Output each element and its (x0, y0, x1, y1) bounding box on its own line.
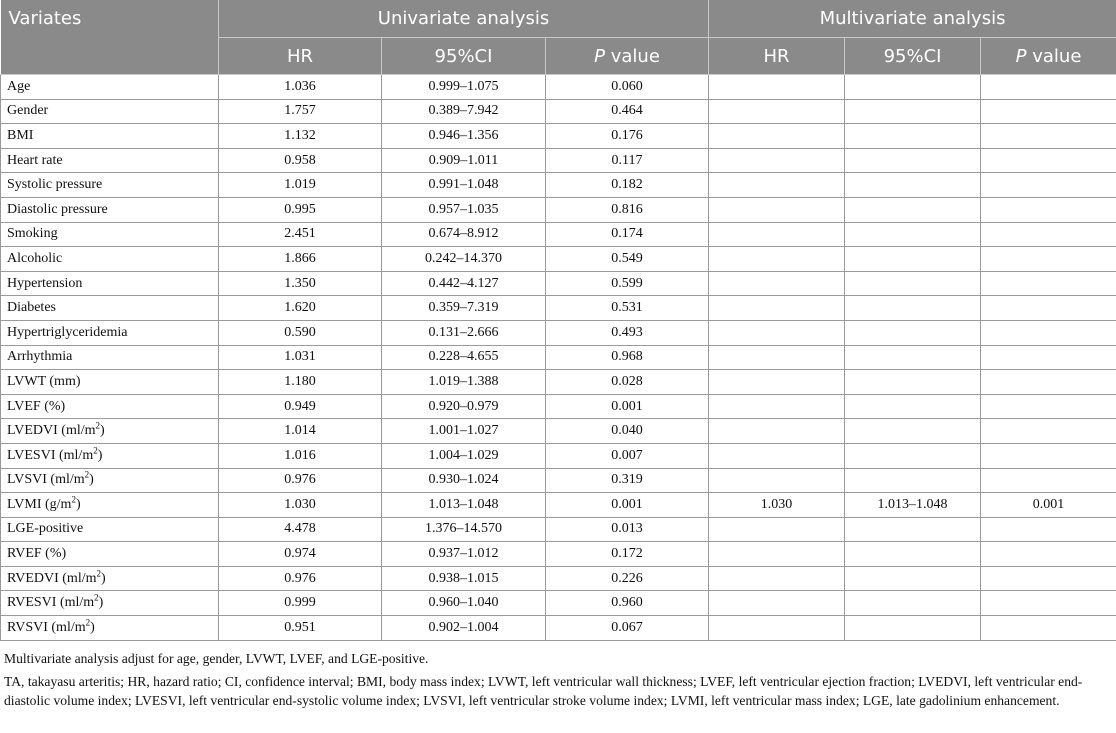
multi-ci-cell (845, 542, 981, 567)
multi-hr-cell (709, 443, 845, 468)
table-row (1, 99, 1116, 124)
table-row (1, 591, 1116, 616)
multi-ci-cell (845, 296, 981, 321)
uni-hr-cell: 0.999 (219, 591, 382, 616)
variate-label (1, 419, 219, 444)
uni-p-cell: 0.040 (546, 419, 709, 444)
uni-hr-cell: 0.951 (219, 616, 382, 641)
variate-label (1, 443, 219, 468)
multi-p-cell (981, 616, 1116, 641)
multi-hr-cell: 1.030 (709, 493, 845, 518)
table-body (1, 75, 1116, 641)
multi-hr-cell (709, 566, 845, 591)
p-value-label: value (605, 45, 660, 67)
unit-superscript: 2 (71, 494, 76, 505)
univariate-header: Univariate analysis (219, 0, 709, 38)
multi-p-cell (981, 197, 1116, 222)
variate-text: LGE-positive (7, 521, 84, 537)
uni-p-cell: 0.001 (546, 394, 709, 419)
uni-ci-cell: 0.991–1.048 (382, 173, 546, 198)
variate-text: Diabetes (7, 300, 56, 316)
footnotes (0, 641, 1116, 710)
multi-p-cell (981, 517, 1116, 542)
multi-p-cell (981, 419, 1116, 444)
unit-suffix: ) (75, 496, 81, 512)
uni-hr-header: HR (219, 38, 382, 75)
variate-label (1, 370, 219, 395)
multi-p-cell: 0.001 (981, 493, 1116, 518)
multi-ci-cell (845, 443, 981, 468)
table-row (1, 517, 1116, 542)
uni-p-cell: 0.117 (546, 148, 709, 173)
uni-ci-cell: 0.909–1.011 (382, 148, 546, 173)
uni-p-cell: 0.060 (546, 75, 709, 100)
uni-hr-cell: 0.590 (219, 320, 382, 345)
uni-ci-cell: 0.999–1.075 (382, 75, 546, 100)
multi-hr-cell (709, 517, 845, 542)
uni-ci-header: 95%CI (382, 38, 546, 75)
multi-p-cell (981, 591, 1116, 616)
multi-p-cell (981, 443, 1116, 468)
multi-ci-cell (845, 75, 981, 100)
multi-ci-cell (845, 320, 981, 345)
uni-hr-cell: 4.478 (219, 517, 382, 542)
multi-ci-cell (845, 591, 981, 616)
multi-hr-cell (709, 247, 845, 272)
variate-text: RVSVI (ml/m (7, 619, 86, 635)
table-row (1, 296, 1116, 321)
variate-label (1, 493, 219, 518)
multi-p-cell (981, 247, 1116, 272)
table-row (1, 75, 1116, 100)
table-row (1, 124, 1116, 149)
multi-hr-cell (709, 296, 845, 321)
uni-p-cell: 0.174 (546, 222, 709, 247)
uni-hr-cell: 0.958 (219, 148, 382, 173)
multi-p-cell (981, 271, 1116, 296)
multi-ci-cell (845, 566, 981, 591)
unit-superscript: 2 (85, 617, 91, 628)
multi-hr-cell (709, 173, 845, 198)
table-row (1, 222, 1116, 247)
uni-p-cell: 0.067 (546, 616, 709, 641)
multi-p-cell (981, 566, 1116, 591)
variate-text: LVEF (%) (7, 398, 66, 414)
table-row (1, 370, 1116, 395)
variate-label (1, 320, 219, 345)
uni-p-cell: 0.464 (546, 99, 709, 124)
variate-text: RVEF (%) (7, 546, 67, 562)
multivariate-header: Multivariate analysis (709, 0, 1116, 38)
variate-label (1, 542, 219, 567)
variate-label (1, 566, 219, 591)
multi-p-cell (981, 468, 1116, 493)
multi-p-cell (981, 124, 1116, 149)
uni-p-cell: 0.176 (546, 124, 709, 149)
uni-ci-cell: 0.937–1.012 (382, 542, 546, 567)
variate-text: Heart rate (7, 152, 63, 168)
variate-label (1, 591, 219, 616)
multi-hr-cell (709, 468, 845, 493)
table-row (1, 616, 1116, 641)
uni-ci-cell: 0.930–1.024 (382, 468, 546, 493)
multi-p-cell (981, 222, 1116, 247)
table-row (1, 148, 1116, 173)
footnote-1: Multivariate analysis adjust for age, gender, LVWT, LVEF, and LGE-positive. (4, 650, 429, 666)
uni-ci-cell: 0.938–1.015 (382, 566, 546, 591)
unit-suffix: ) (97, 447, 103, 463)
uni-hr-cell: 1.757 (219, 99, 382, 124)
uni-ci-cell: 0.131–2.666 (382, 320, 546, 345)
uni-hr-cell: 1.031 (219, 345, 382, 370)
variate-text: Age (7, 78, 31, 94)
variate-text: Smoking (7, 226, 58, 242)
variate-text: BMI (7, 127, 34, 143)
multi-hr-cell (709, 148, 845, 173)
uni-ci-cell: 0.902–1.004 (382, 616, 546, 641)
multi-ci-cell (845, 197, 981, 222)
multi-p-cell (981, 173, 1116, 198)
multi-ci-cell (845, 247, 981, 272)
uni-p-header (546, 38, 709, 75)
multi-hr-cell (709, 197, 845, 222)
uni-hr-cell: 1.030 (219, 493, 382, 518)
variate-label (1, 271, 219, 296)
multi-ci-cell (845, 370, 981, 395)
multi-hr-cell (709, 542, 845, 567)
uni-ci-cell: 0.442–4.127 (382, 271, 546, 296)
multi-ci-cell (845, 394, 981, 419)
uni-hr-cell: 0.949 (219, 394, 382, 419)
variate-label (1, 345, 219, 370)
p-value-label: value (1026, 45, 1082, 67)
uni-p-cell: 0.007 (546, 443, 709, 468)
variate-text: LVMI (g/m (7, 496, 72, 512)
uni-ci-cell: 0.946–1.356 (382, 124, 546, 149)
unit-suffix: ) (90, 619, 95, 635)
variate-label (1, 75, 219, 100)
table-row (1, 247, 1116, 272)
table-row (1, 197, 1116, 222)
variate-text: LVSVI (ml/m (7, 472, 85, 488)
variate-text: Hypertension (7, 275, 83, 291)
uni-hr-cell: 1.132 (219, 124, 382, 149)
multi-p-cell (981, 542, 1116, 567)
multi-ci-cell (845, 173, 981, 198)
table-row (1, 493, 1116, 518)
unit-superscript: 2 (93, 445, 98, 456)
multi-ci-cell: 1.013–1.048 (845, 493, 981, 518)
multi-ci-cell (845, 345, 981, 370)
uni-p-cell: 0.968 (546, 345, 709, 370)
uni-p-cell: 0.028 (546, 370, 709, 395)
uni-hr-cell: 1.866 (219, 247, 382, 272)
multi-hr-cell (709, 616, 845, 641)
multi-p-cell (981, 320, 1116, 345)
uni-hr-cell: 1.014 (219, 419, 382, 444)
uni-ci-cell: 0.228–4.655 (382, 345, 546, 370)
multi-hr-cell (709, 345, 845, 370)
multi-p-header (981, 38, 1116, 75)
table-row (1, 419, 1116, 444)
uni-ci-cell: 0.960–1.040 (382, 591, 546, 616)
variate-label (1, 222, 219, 247)
table-row (1, 173, 1116, 198)
variate-label (1, 173, 219, 198)
multi-ci-header: 95%CI (845, 38, 981, 75)
multi-ci-cell (845, 124, 981, 149)
uni-ci-cell: 1.013–1.048 (382, 493, 546, 518)
multi-p-cell (981, 370, 1116, 395)
uni-ci-cell: 0.674–8.912 (382, 222, 546, 247)
multi-hr-cell (709, 370, 845, 395)
uni-p-cell: 0.549 (546, 247, 709, 272)
table-row (1, 345, 1116, 370)
multi-p-cell (981, 148, 1116, 173)
uni-ci-cell: 1.004–1.029 (382, 443, 546, 468)
multi-ci-cell (845, 99, 981, 124)
uni-hr-cell: 0.995 (219, 197, 382, 222)
variate-text: Systolic pressure (7, 177, 103, 193)
uni-p-cell: 0.226 (546, 566, 709, 591)
uni-p-cell: 0.172 (546, 542, 709, 567)
unit-suffix: ) (98, 595, 104, 611)
uni-hr-cell: 0.976 (219, 468, 382, 493)
variate-text: RVEDVI (ml/m (7, 570, 97, 586)
multi-hr-cell (709, 320, 845, 345)
table-row (1, 542, 1116, 567)
multi-hr-cell (709, 591, 845, 616)
unit-superscript: 2 (84, 469, 90, 480)
multi-hr-cell (709, 271, 845, 296)
uni-p-cell: 0.319 (546, 468, 709, 493)
header-row-group (1, 0, 1116, 38)
variate-text: Alcoholic (7, 250, 63, 266)
variate-label (1, 517, 219, 542)
uni-p-cell: 0.013 (546, 517, 709, 542)
unit-suffix: ) (100, 570, 106, 586)
variate-text: Gender (7, 103, 49, 119)
uni-hr-cell: 0.976 (219, 566, 382, 591)
uni-hr-cell: 1.180 (219, 370, 382, 395)
multi-hr-cell (709, 124, 845, 149)
variate-label (1, 197, 219, 222)
uni-p-cell: 0.182 (546, 173, 709, 198)
p-italic: P (594, 45, 605, 67)
multi-p-cell (981, 75, 1116, 100)
uni-ci-cell: 1.001–1.027 (382, 419, 546, 444)
variate-text: Diastolic pressure (7, 201, 108, 217)
unit-superscript: 2 (94, 592, 99, 603)
variate-label (1, 124, 219, 149)
unit-suffix: ) (100, 423, 105, 439)
unit-superscript: 2 (96, 568, 101, 579)
uni-p-cell: 0.493 (546, 320, 709, 345)
footnote-2: TA, takayasu arteritis; HR, hazard ratio; CI, confidence interval; BMI, body mass index; LVWT, left ventricular wall thickness; LVEF, left ventricular ejection fraction; LVEDVI, left ventricular end-diastolic volume index; LVESVI, left ventricular end-systolic volume index; LVSVI, left ventricular stroke volume index; LVMI, left ventricular mass index; LGE, late gadolinium enhancement. (4, 673, 1083, 708)
multi-ci-cell (845, 468, 981, 493)
uni-ci-cell: 1.376–14.570 (382, 517, 546, 542)
uni-hr-cell: 1.620 (219, 296, 382, 321)
uni-p-cell: 0.816 (546, 197, 709, 222)
table-row (1, 566, 1116, 591)
uni-ci-cell: 0.389–7.942 (382, 99, 546, 124)
uni-ci-cell: 0.920–0.979 (382, 394, 546, 419)
uni-ci-cell: 0.957–1.035 (382, 197, 546, 222)
uni-p-cell: 0.960 (546, 591, 709, 616)
variate-label (1, 468, 219, 493)
uni-hr-cell: 1.019 (219, 173, 382, 198)
multi-ci-cell (845, 271, 981, 296)
uni-p-cell: 0.001 (546, 493, 709, 518)
table-row (1, 468, 1116, 493)
multi-p-cell (981, 296, 1116, 321)
variate-text: LVEDVI (ml/m (7, 423, 96, 439)
variate-text: RVESVI (ml/m (7, 595, 95, 611)
variates-header: Variates (1, 0, 219, 75)
table-row (1, 443, 1116, 468)
uni-p-cell: 0.531 (546, 296, 709, 321)
variate-text: Hypertriglyceridemia (7, 324, 128, 340)
multi-hr-cell (709, 222, 845, 247)
multi-hr-cell (709, 419, 845, 444)
multi-ci-cell (845, 222, 981, 247)
uni-hr-cell: 0.974 (219, 542, 382, 567)
table-row (1, 320, 1116, 345)
multi-hr-cell (709, 99, 845, 124)
uni-hr-cell: 2.451 (219, 222, 382, 247)
variate-text: Arrhythmia (7, 349, 73, 365)
uni-p-cell: 0.599 (546, 271, 709, 296)
multi-p-cell (981, 394, 1116, 419)
variate-label (1, 296, 219, 321)
variate-label (1, 616, 219, 641)
variate-label (1, 99, 219, 124)
variate-label (1, 247, 219, 272)
multi-ci-cell (845, 616, 981, 641)
table-row (1, 271, 1116, 296)
variate-text: LVWT (mm) (7, 373, 81, 389)
uni-ci-cell: 1.019–1.388 (382, 370, 546, 395)
uni-hr-cell: 1.016 (219, 443, 382, 468)
multi-ci-cell (845, 148, 981, 173)
multi-p-cell (981, 99, 1116, 124)
multi-hr-cell (709, 75, 845, 100)
multi-hr-cell (709, 394, 845, 419)
uni-ci-cell: 0.242–14.370 (382, 247, 546, 272)
multi-hr-header: HR (709, 38, 845, 75)
table-row (1, 394, 1116, 419)
uni-ci-cell: 0.359–7.319 (382, 296, 546, 321)
multi-ci-cell (845, 419, 981, 444)
uni-hr-cell: 1.350 (219, 271, 382, 296)
multi-ci-cell (845, 517, 981, 542)
multi-p-cell (981, 345, 1116, 370)
unit-suffix: ) (89, 472, 94, 488)
variate-text: LVESVI (ml/m (7, 447, 94, 463)
p-italic: P (1015, 45, 1027, 67)
variate-label (1, 148, 219, 173)
unit-superscript: 2 (95, 420, 101, 431)
uni-hr-cell: 1.036 (219, 75, 382, 100)
variate-label (1, 394, 219, 419)
